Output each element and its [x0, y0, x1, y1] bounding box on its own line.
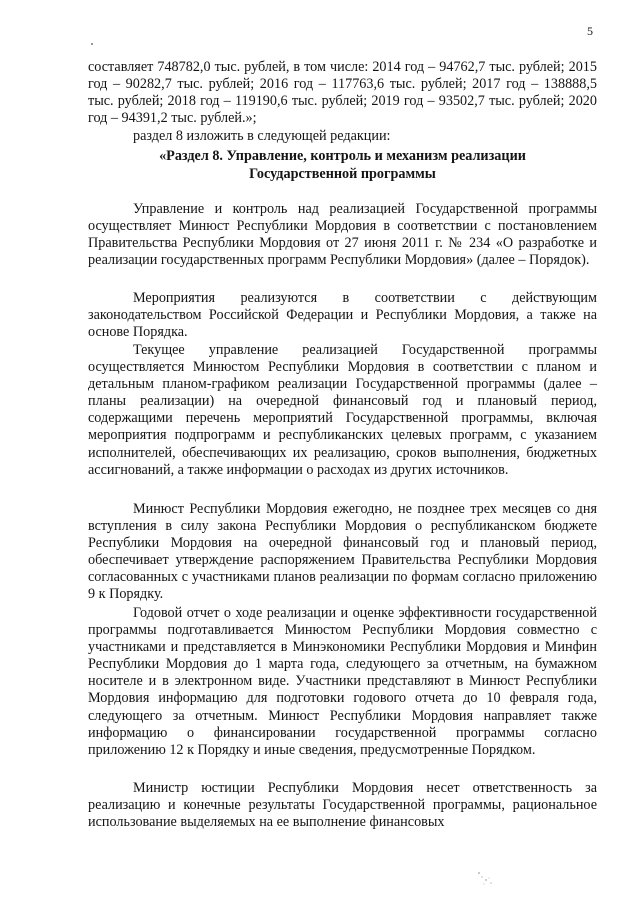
paragraph: Минюст Республики Мордовия ежегодно, не позднее трех месяцев со дня вступления в силу закона Республики Мордовия о республиканском бюджете Республики Мордовия на очередной финансовый год и плановый период, обеспечивает утверждение распоряжением Правительства Республики Мордовия согласованных с участниками планов реализации по формам согласно приложению 9 к Порядку. — [88, 501, 597, 603]
continuation-block — [88, 59, 597, 127]
paragraph: Текущее управление реализацией Государственной программы осуществляется Минюстом Республики Мордовия в соответствии с планом и детальным планом-графиком реализации Государственной программы (далее – планы реализации) на очередной финансовый год и плановый период, содержащими перечень мероприятий Государственной программы, включая мероприятия подпрограмм и республиканских целевых программ, с указанием исполнителей, обеспечивающих их реализацию, сроков выполнения, бюджетных ассигнований, а также информации о расходах из других источников. — [88, 342, 597, 478]
paragraph-2-block — [88, 290, 597, 341]
page-number: 5 — [587, 24, 593, 38]
paragraph-3-block — [88, 342, 597, 479]
continuation-text: составляет 748782,0 тыс. рублей, в том числе: 2014 год – 94762,7 тыс. рублей; 2015 год – 90282,7 тыс. рублей; 2016 год – 117763,6 тыс. рублей; 2017 год – 138888,5 тыс. рублей; 2018 год – 119190,6 тыс. рублей; 2019 год – 93502,7 тыс. рублей; 2020 год – 94391,2 тыс. рублей.»; — [88, 59, 597, 127]
paragraph-1-block — [88, 201, 597, 269]
instruction-block — [88, 128, 597, 145]
paragraph: Министр юстиции Республики Мордовия несет ответственность за реализацию и конечные результаты Государственной программы, рациональное использование выделяемых на ее выполнение финансовых — [88, 780, 597, 831]
paragraph: Управление и контроль над реализацией Государственной программы осуществляет Минюст Республики Мордовия в соответствии с постановлением Правительства Республики Мордовия от 27 июня 2011 г. № 234 «О разработке и реализации государственных программ Республики Мордовия» (далее – Порядок). — [88, 201, 597, 269]
scan-dot — [91, 43, 93, 45]
instruction-text: раздел 8 изложить в следующей редакции: — [133, 128, 391, 144]
section-title-line-1: «Раздел 8. Управление, контроль и механизм реализации — [159, 148, 526, 164]
paragraph: Мероприятия реализуются в соответствии с действующим законодательством Российской Федерации и Республики Мордовия, а также на основе Порядка. — [88, 290, 597, 341]
paragraph-4-block — [88, 501, 597, 604]
scan-speck-mark — [475, 868, 497, 890]
paragraph: Годовой отчет о ходе реализации и оценке эффективности государственной программы подготавливается Минюстом Республики Мордовия совместно с участниками и представляется в Минэкономики Республики Мордовия и Минфин Республики Мордовия до 1 марта года, следующего за отчетным, на бумажном носителе и в электронном виде. Участники представляют в Минюст Республики Мордовия информацию для подготовки годового отчета до 10 февраля года, следующего за отчетным. Минюст Республики Мордовия направляет также информацию о финансировании государственной программы согласно приложению 12 к Порядку и иные сведения, предусмотренные Порядком. — [88, 605, 597, 758]
section-title-line-2: Государственной программы — [249, 166, 436, 182]
paragraph-6-block — [88, 780, 597, 831]
paragraph-5-block — [88, 605, 597, 759]
